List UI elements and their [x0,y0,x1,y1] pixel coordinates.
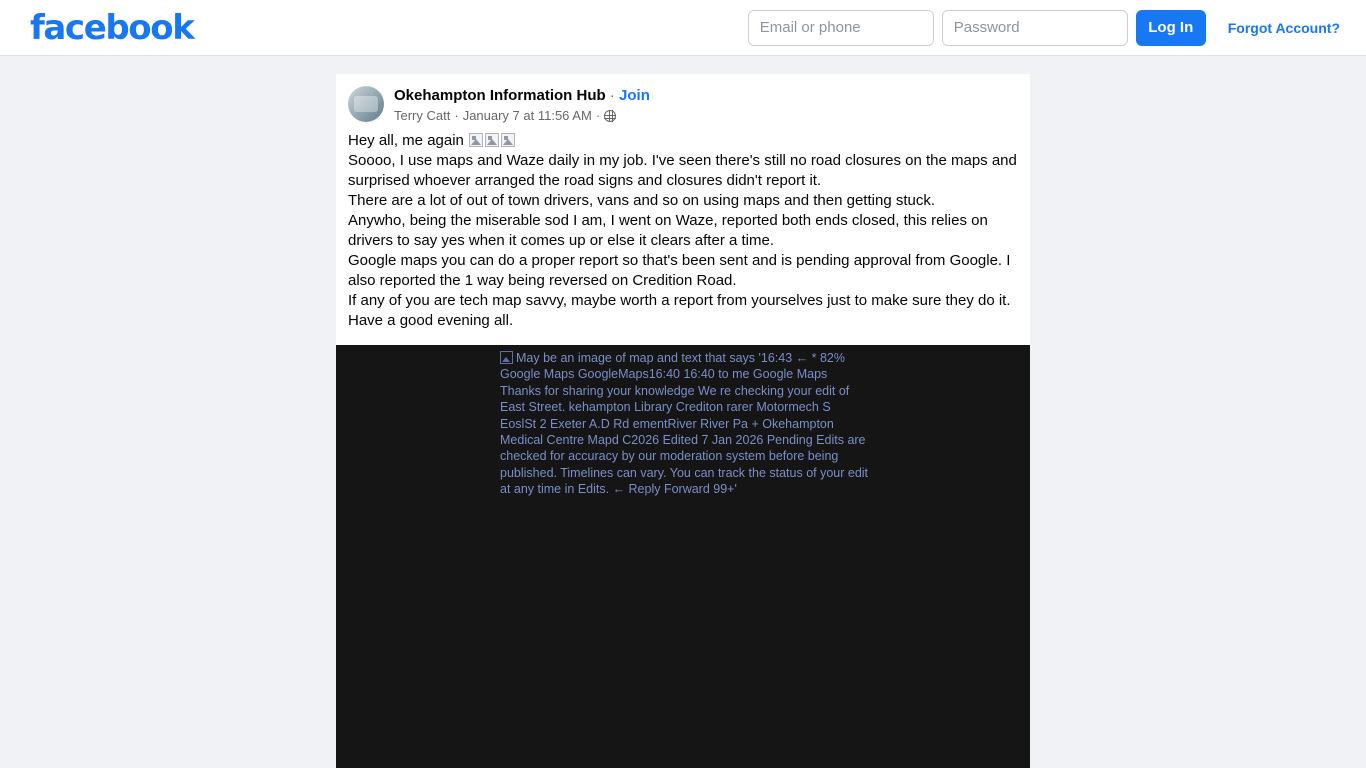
top-navigation-bar [0,0,1366,56]
broken-image-icon [485,133,499,147]
post-header [336,74,1030,129]
image-alt-text: May be an image of map and text that says '16:43 ← * 82% Google Maps GoogleMaps16:40 16:40 to me Google Maps Thanks for sharing your knowledge We re checking your edit of East Street. kehampton Library Crediton rarer Motormech S EoslSt 2 Exeter A.D Rd ementRiver River Pa + Okehampton Medical Centre Mapd C2026 Edited 7 Jan 2026 Pending Edits are checked for accuracy by our moderation system before being published. Timelines can vary. You can track the status of your edit at any time in Edits. ← Reply Forward 99+' [500,351,869,497]
post-paragraph-6: If any of you are tech map savvy, maybe worth a report from yourselves just to make sure they do it. [348,292,1011,309]
post-paragraph-4: Anywho, being the miserable sod I am, I went on Waze, reported both ends closed, this relies on drivers to say yes when it comes up or else it clears after a time. [348,212,988,249]
broken-image-icon [500,351,513,364]
post-paragraph-2: Soooo, I use maps and Waze daily in my job. I've seen there's still no road closures on the maps and surprised whoever arranged the road signs and closures didn't report it. [348,152,1017,189]
forgot-account-link[interactable]: Forgot Account? [1227,19,1340,36]
join-group-button[interactable]: Join [619,87,650,104]
post-card [336,74,1030,768]
page-content [0,56,1366,768]
post-attached-image[interactable] [336,345,1030,768]
login-form [748,10,1340,46]
globe-icon [604,110,616,122]
post-group-line [394,86,650,105]
post-paragraph-3: There are a lot of out of town drivers, vans and so on using maps and then getting stuck. [348,192,936,209]
post-header-text [394,86,650,125]
broken-image-icon [501,133,515,147]
facebook-logo[interactable]: facebook [30,7,194,48]
post-body [336,129,1030,345]
avatar[interactable] [348,86,384,122]
post-paragraph-1-text: Hey all, me again [348,132,464,149]
password-input[interactable] [942,10,1128,46]
post-paragraph-5: Google maps you can do a proper report so that's been sent and is pending approval from Google. I also reported the 1 way being reversed on Credition Road. [348,252,1011,289]
meta-separator-1: · [454,108,459,123]
post-author[interactable]: Terry Catt [394,108,451,123]
post-paragraph-1 [348,131,1018,151]
post-paragraph-7: Have a good evening all. [348,312,514,329]
post-meta-line [394,107,650,125]
log-in-button[interactable]: Log In [1136,10,1206,46]
image-alt-text-block [500,350,870,498]
email-or-phone-input[interactable] [748,10,934,46]
group-separator: · [609,87,615,104]
meta-separator-2: · [595,108,601,123]
broken-image-icon [469,133,483,147]
group-name[interactable]: Okehampton Information Hub [394,87,606,104]
post-timestamp[interactable]: January 7 at 11:56 AM [462,108,592,123]
